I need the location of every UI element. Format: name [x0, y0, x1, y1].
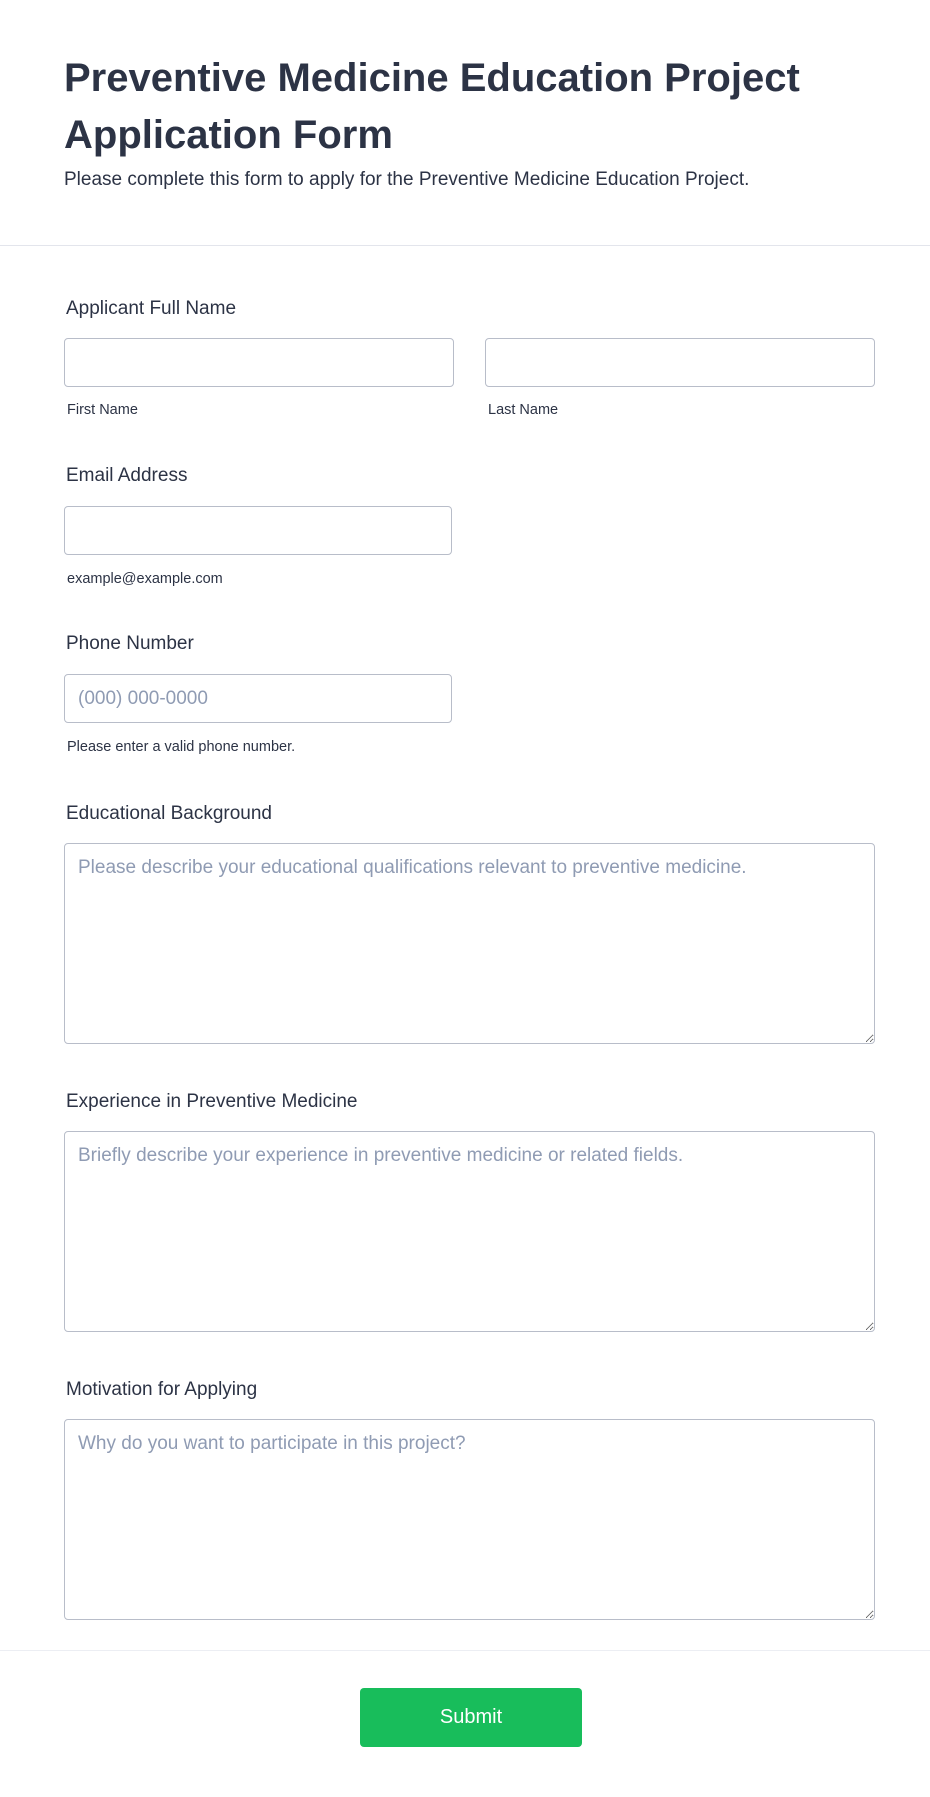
education-textarea[interactable] — [64, 843, 875, 1044]
phone-hint: Please enter a valid phone number. — [67, 739, 296, 755]
email-hint: example@example.com — [67, 571, 223, 587]
page-title: Preventive Medicine Education Project Application Form — [64, 56, 800, 157]
experience-label: Experience in Preventive Medicine — [66, 1091, 358, 1112]
last-name-input[interactable] — [485, 338, 875, 387]
motivation-label: Motivation for Applying — [66, 1379, 258, 1400]
experience-textarea[interactable] — [64, 1131, 875, 1332]
education-label: Educational Background — [66, 803, 272, 824]
phone-label: Phone Number — [66, 633, 194, 654]
motivation-textarea[interactable] — [64, 1419, 875, 1620]
phone-input[interactable] — [64, 674, 452, 723]
last-name-sublabel: Last Name — [488, 402, 559, 418]
first-name-sublabel: First Name — [67, 402, 138, 418]
email-label: Email Address — [66, 465, 188, 486]
footer-divider — [0, 1650, 930, 1651]
email-input[interactable] — [64, 506, 452, 555]
page-subtitle: Please complete this form to apply for the Preventive Medicine Education Project. — [64, 169, 750, 190]
full-name-label: Applicant Full Name — [66, 298, 237, 319]
submit-button[interactable]: Submit — [360, 1688, 582, 1747]
first-name-input[interactable] — [64, 338, 454, 387]
header-divider — [0, 245, 930, 246]
